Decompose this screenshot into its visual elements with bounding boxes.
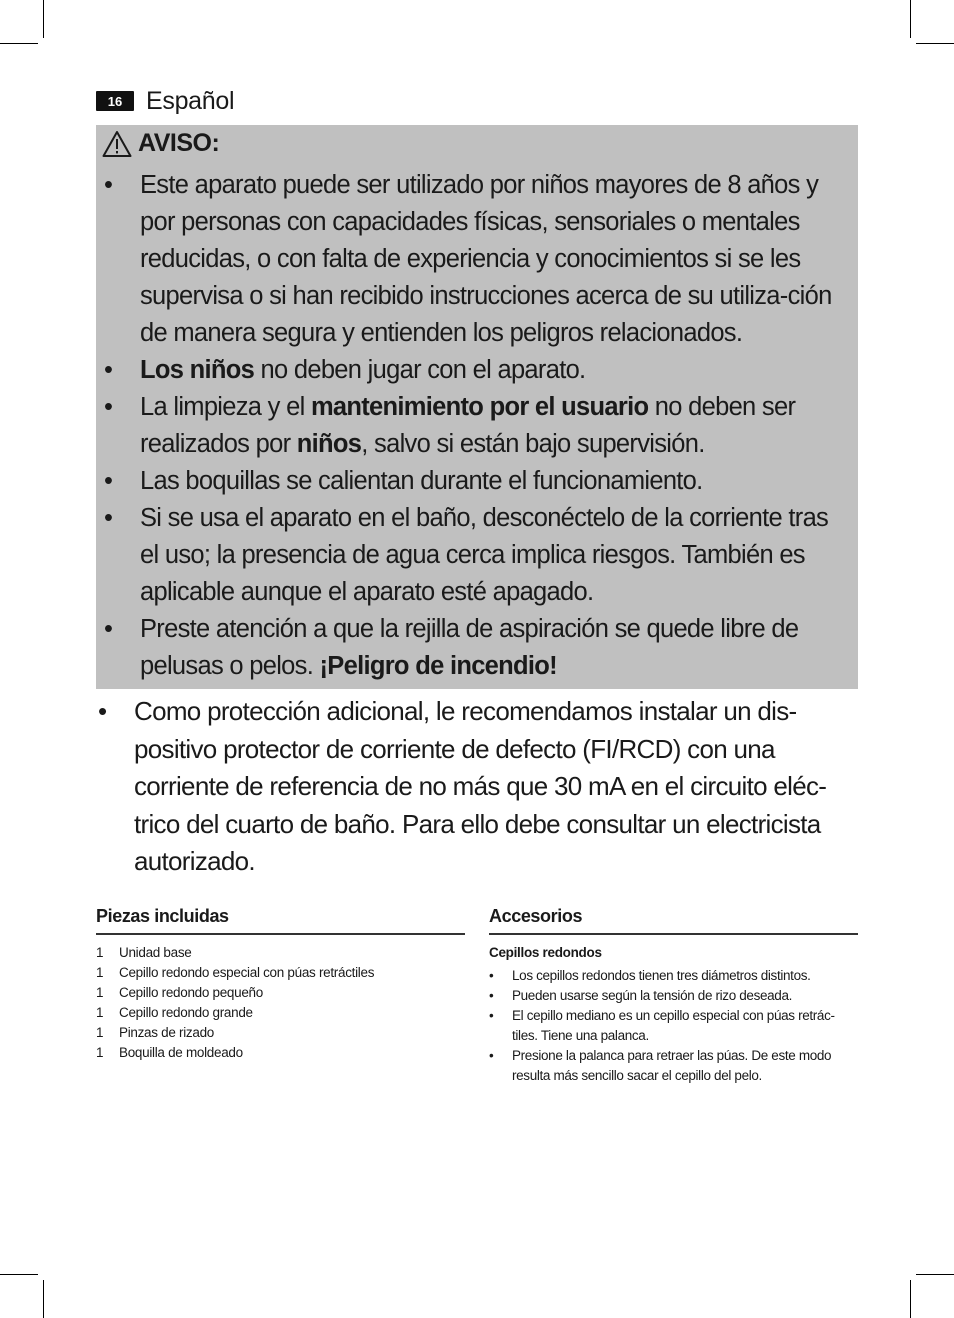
warning-title-text: AVISO: — [138, 129, 220, 157]
list-item: 1 Cepillo redondo pequeño — [96, 985, 263, 1000]
warning-list — [96, 167, 858, 685]
list-item: • El cepillo mediano es un cepillo especial con púas retrác-tiles. Tiene una palanca. — [489, 1006, 858, 1046]
crop-mark — [916, 43, 954, 44]
list-item: 1 Unidad base — [96, 945, 192, 960]
crop-mark — [0, 43, 38, 44]
page-header — [96, 86, 234, 116]
additional-note — [96, 693, 858, 881]
list-item: • Pueden usarse según la tensión de rizo deseada. — [489, 986, 858, 1006]
accessories-subheading: Cepillos redondos — [489, 945, 602, 960]
warning-triangle-icon — [102, 130, 132, 158]
accessories-list — [489, 966, 858, 1086]
warning-item: • Preste atención a que la rejilla de aspiración se quede libre de pelusas o pelos. ¡Peligro de incendio! — [96, 611, 858, 685]
warning-item: • La limpieza y el mantenimiento por el usuario no deben ser realizados por niños, salvo si están bajo supervisión. — [96, 389, 858, 463]
crop-mark — [910, 0, 911, 38]
crop-mark — [43, 0, 44, 38]
parts-section — [96, 906, 465, 1063]
accessories-heading: Accesorios — [489, 906, 858, 935]
parts-list — [96, 943, 465, 1063]
warning-box — [96, 125, 858, 689]
additional-note-item: • Como protección adicional, le recomendamos instalar un dis-positivo protector de corriente de defecto (FI/RCD) con una corriente de referencia de no más que 30 mA en el circuito eléc-trico del cuarto de baño. Para ello debe consultar un electricista autorizado. — [96, 693, 858, 881]
list-item: 1 Cepillo redondo grande — [96, 1005, 253, 1020]
crop-mark — [43, 1280, 44, 1318]
parts-heading: Piezas incluidas — [96, 906, 465, 935]
list-item: 1 Boquilla de moldeado — [96, 1045, 243, 1060]
crop-mark — [0, 1274, 38, 1275]
crop-mark — [910, 1280, 911, 1318]
list-item: 1 Pinzas de rizado — [96, 1025, 215, 1040]
warning-title — [102, 129, 219, 158]
warning-item: • Las boquillas se calientan durante el funcionamiento. — [96, 463, 858, 500]
language-heading: Español — [146, 86, 235, 115]
crop-mark — [916, 1274, 954, 1275]
page-number: 16 — [96, 91, 134, 111]
warning-item: • Los niños no deben jugar con el aparato. — [96, 352, 858, 389]
accessories-section — [489, 906, 858, 1086]
list-item: • Los cepillos redondos tienen tres diámetros distintos. — [489, 966, 858, 986]
list-item: • Presione la palanca para retraer las púas. De este modo resulta más sencillo sacar el cepillo del pelo. — [489, 1046, 858, 1086]
warning-item: • Si se usa el aparato en el baño, desconéctelo de la corriente tras el uso; la presencia de agua cerca implica riesgos. También es aplicable aunque el aparato esté apagado. — [96, 500, 858, 611]
list-item: 1 Cepillo redondo especial con púas retráctiles — [96, 965, 375, 980]
warning-item: • Este aparato puede ser utilizado por niños mayores de 8 años y por personas con capacidades físicas, sensoriales o mentales reducidas, o con falta de experiencia y conocimientos si se les supervisa o si han recibido instrucciones acerca de su utiliza-ción de manera segura y entienden los peligros relacionados. — [96, 167, 858, 352]
